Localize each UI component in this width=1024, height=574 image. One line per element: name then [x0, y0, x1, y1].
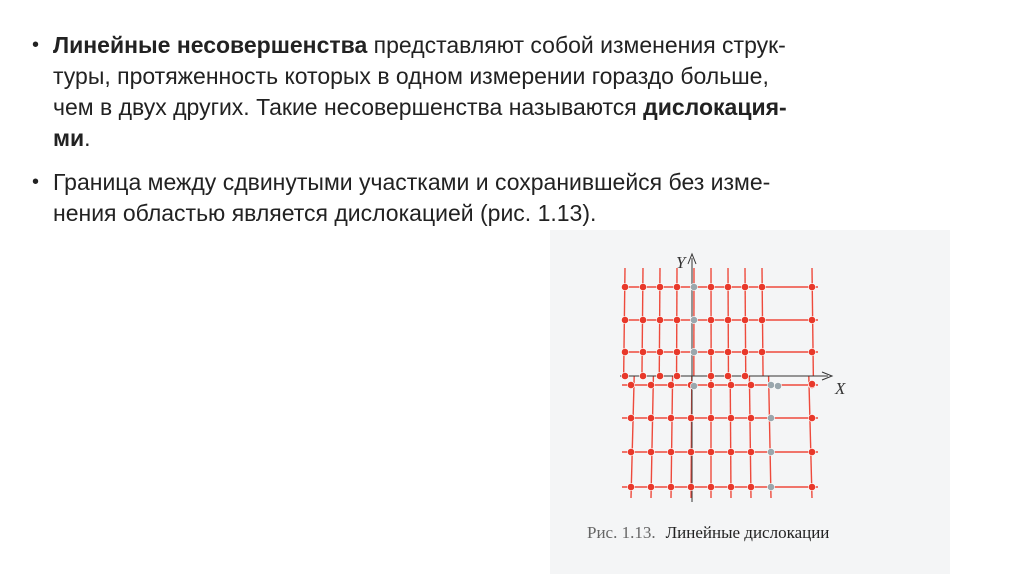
bold-text: ми — [53, 125, 85, 151]
text-line — [53, 167, 860, 198]
atom — [741, 372, 748, 379]
atom — [707, 414, 714, 421]
dislocation-atom — [690, 382, 697, 389]
bullet-item — [30, 167, 860, 229]
dislocation-atom — [767, 381, 774, 388]
atom — [724, 348, 731, 355]
atom — [808, 348, 815, 355]
atom — [707, 348, 714, 355]
lattice-line — [769, 376, 771, 498]
atom — [667, 381, 674, 388]
atom — [687, 483, 694, 490]
atom — [647, 483, 654, 490]
bullet-list — [30, 30, 860, 242]
atom — [687, 414, 694, 421]
atom — [639, 348, 646, 355]
text-segment: нения областью является дислокацией (рис. 1.13). — [53, 200, 597, 226]
atom — [656, 283, 663, 290]
atom — [673, 348, 680, 355]
text-line — [53, 92, 860, 123]
atom — [707, 448, 714, 455]
atom — [667, 483, 674, 490]
atom — [707, 316, 714, 323]
lattice-diagram — [550, 230, 950, 510]
atom — [673, 316, 680, 323]
atom — [747, 483, 754, 490]
atom — [758, 348, 765, 355]
lattice-line — [651, 376, 653, 498]
atom — [727, 483, 734, 490]
caption-number: Рис. 1.13. — [587, 523, 656, 542]
text-segment: . — [84, 125, 91, 151]
bold-text: Линейные несовершенства — [53, 32, 368, 58]
atom — [727, 414, 734, 421]
atom — [627, 381, 634, 388]
atom — [621, 283, 628, 290]
text-line — [53, 198, 860, 229]
atom — [656, 372, 663, 379]
atom — [627, 448, 634, 455]
atom — [724, 372, 731, 379]
atom — [758, 316, 765, 323]
text-line — [53, 30, 860, 61]
bullet-dot-icon: • — [32, 171, 40, 193]
atom — [727, 381, 734, 388]
atom — [741, 348, 748, 355]
atom — [647, 381, 654, 388]
atom — [667, 414, 674, 421]
atom — [639, 372, 646, 379]
dislocation-atom — [767, 414, 774, 421]
atom — [673, 372, 680, 379]
lattice-line — [631, 376, 634, 498]
bullet-dot-icon: • — [32, 34, 40, 56]
atom — [621, 348, 628, 355]
x-axis-label: X — [835, 379, 846, 398]
atom — [747, 448, 754, 455]
bold-text: дислокация- — [643, 94, 787, 120]
dislocation-atom — [774, 382, 781, 389]
atom — [808, 448, 815, 455]
atom — [808, 414, 815, 421]
atom — [724, 283, 731, 290]
atom — [639, 283, 646, 290]
atom — [656, 348, 663, 355]
atom — [627, 483, 634, 490]
dislocation-atom — [767, 448, 774, 455]
y-axis-label: Y — [676, 253, 686, 272]
lattice-line — [809, 376, 812, 498]
atom — [747, 414, 754, 421]
atom — [627, 414, 634, 421]
figure-caption — [587, 523, 829, 543]
atom — [667, 448, 674, 455]
dislocation-atom — [690, 348, 697, 355]
atom — [747, 381, 754, 388]
caption-text: Линейные дислокации — [665, 523, 830, 542]
atom — [808, 316, 815, 323]
atom — [724, 316, 731, 323]
text-segment: Граница между сдвинутыми участками и сохранившейся без изме- — [53, 169, 771, 195]
atom — [673, 283, 680, 290]
dislocation-figure — [550, 230, 950, 574]
lattice-line — [671, 376, 673, 498]
atom — [707, 381, 714, 388]
atom — [647, 448, 654, 455]
text-segment: представляют собой изменения струк- — [367, 32, 786, 58]
atom — [741, 283, 748, 290]
text-segment: туры, протяженность которых в одном измерении гораздо больше, — [53, 63, 769, 89]
atom — [639, 316, 646, 323]
atom — [727, 448, 734, 455]
atom — [621, 372, 628, 379]
text-line — [53, 123, 860, 154]
lattice-line — [730, 376, 731, 498]
atom — [707, 372, 714, 379]
atom — [621, 316, 628, 323]
bullet-item — [30, 30, 860, 154]
atom — [808, 283, 815, 290]
dislocation-atom — [690, 316, 697, 323]
atom — [707, 483, 714, 490]
dislocation-atom — [690, 283, 697, 290]
atom — [741, 316, 748, 323]
dislocation-atom — [767, 483, 774, 490]
atom — [647, 414, 654, 421]
text-segment: чем в двух других. Такие несовершенства называются — [53, 94, 644, 120]
atom — [758, 283, 765, 290]
atom — [656, 316, 663, 323]
atom — [808, 483, 815, 490]
atom — [687, 448, 694, 455]
atom — [808, 380, 815, 387]
atom — [707, 283, 714, 290]
text-line — [53, 61, 860, 92]
lattice-line — [749, 376, 751, 498]
